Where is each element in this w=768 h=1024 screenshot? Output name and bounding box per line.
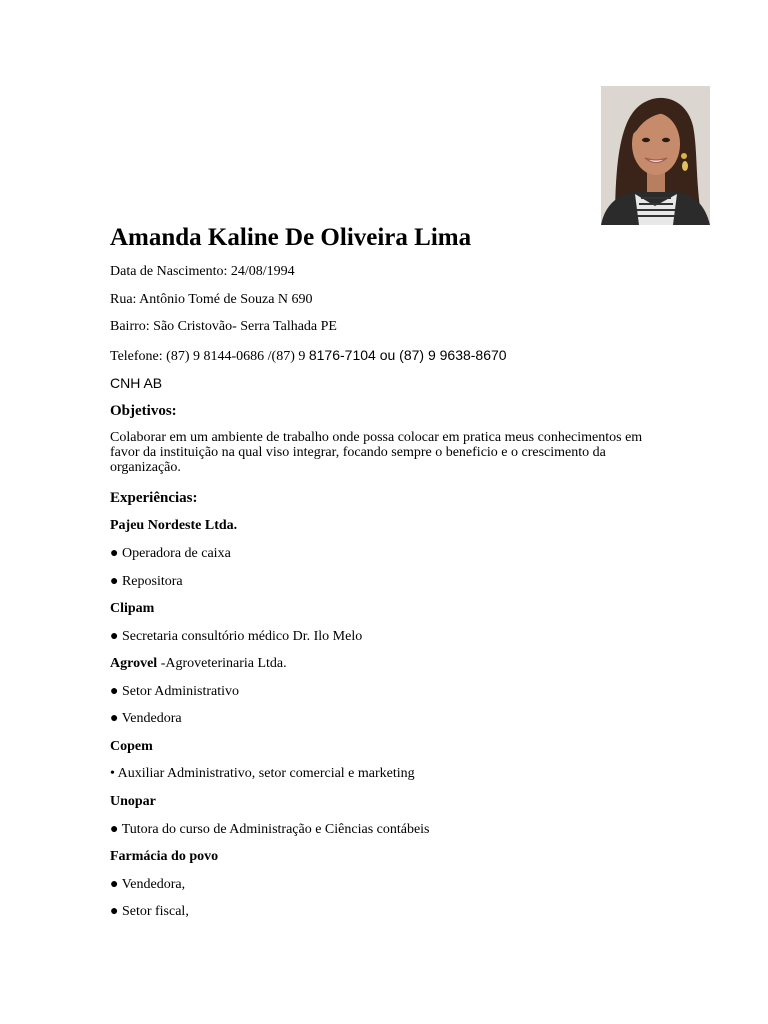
- list-item: ● Setor fiscal,: [110, 904, 189, 919]
- company-clipam: Clipam: [110, 601, 155, 616]
- objectives-heading: Objetivos:: [110, 403, 177, 419]
- district-address: Bairro: São Cristovão- Serra Talhada PE: [110, 319, 337, 334]
- list-item: ● Operadora de caixa: [110, 546, 231, 561]
- list-item: ● Vendedora,: [110, 877, 186, 892]
- list-item: • Auxiliar Administrativo, setor comercial e marketing: [110, 766, 415, 781]
- company-agrovel-suffix: -Agroveterinaria Ltda.: [157, 656, 287, 671]
- company-copem: Copem: [110, 739, 153, 754]
- experience-heading: Experiências:: [110, 490, 198, 506]
- portrait-image: [601, 86, 710, 225]
- list-item: ● Vendedora: [110, 711, 182, 726]
- company-pajeu: Pajeu Nordeste Ltda.: [110, 518, 238, 533]
- birth-date: Data de Nascimento: 24/08/1994: [110, 264, 295, 279]
- list-item: ● Tutora do curso de Administração e Ciências contábeis: [110, 822, 430, 837]
- profile-photo: [601, 86, 710, 225]
- phone-line: [110, 346, 507, 366]
- list-item: ● Setor Administrativo: [110, 684, 240, 699]
- company-farmacia: Farmácia do povo: [110, 849, 219, 864]
- company-unopar: Unopar: [110, 794, 156, 809]
- list-item: ● Repositora: [110, 574, 183, 589]
- resume-name: Amanda Kaline De Oliveira Lima: [110, 224, 472, 251]
- company-agrovel-line: [110, 655, 287, 673]
- list-item: ● Secretaria consultório médico Dr. Ilo Melo: [110, 629, 363, 644]
- phone-suffix: 8176-7104 ou (87) 9 9638-8670: [308, 347, 507, 363]
- phone-prefix: Telefone: (87) 9 8144-0686 /(87) 9: [110, 349, 309, 364]
- objectives-text: Colaborar em um ambiente de trabalho onde possa colocar em pratica meus conhecimentos em favor da instituição na qual viso integrar, focando sempre o beneficio e o crescimento da organização.: [110, 430, 643, 475]
- driver-license: CNH AB: [110, 375, 163, 391]
- company-agrovel: Agrovel: [110, 656, 158, 671]
- street-address: Rua: Antônio Tomé de Souza N 690: [110, 292, 313, 307]
